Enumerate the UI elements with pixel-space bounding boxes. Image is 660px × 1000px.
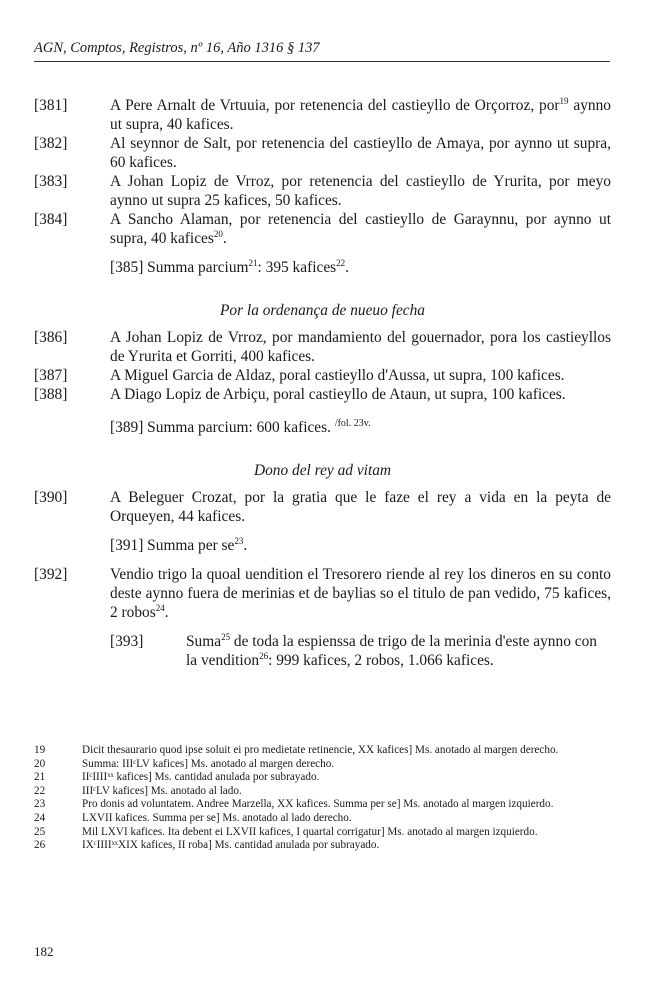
folio-marker: /fol. 23v. [334, 418, 371, 429]
entry-381 [34, 96, 611, 134]
entry-text: A Johan Lopiz de Vrroz, por mandamiento del gouernador, pora los castieyllos de Yrurita et Gorriti, 400 kafices. [110, 329, 611, 365]
entry-386 [34, 328, 611, 366]
footnote-ref: 23 [234, 536, 244, 546]
entry-number: [386] [34, 329, 68, 346]
entry-383 [34, 172, 611, 210]
entry-number: [383] [34, 173, 68, 190]
footnote-ref: 24 [155, 603, 165, 613]
entry-number: [381] [34, 97, 68, 114]
footnote-ref: 20 [213, 228, 223, 239]
entry-382 [34, 134, 611, 172]
entry-384 [34, 210, 611, 248]
entry-387 [34, 366, 611, 385]
sum-389: [389] Summa parcium: 600 kafices. $^{/fol. 23v.}$ [110, 418, 371, 437]
footnote: 19 Dicit thesaurario quod ipse soluit ei pro medietate retinencie, XX kafices] Ms. anotado al margen derecho. [34, 744, 559, 756]
entry-text: A Diago Lopiz de Arbiçu, poral castieyllo de Ataun, ut supra, 100 kafices. [110, 386, 566, 403]
footnote-ref: 19 [559, 95, 569, 106]
entry-text: A Johan Lopiz de Vrroz, por retenencia del castieyllo de Yrurita, por meyo aynno ut supra 25 kafices, 50 kafices. [110, 173, 611, 209]
section-heading: Por la ordenança de nueuo fecha [219, 302, 425, 319]
page-number: 182 [34, 944, 54, 959]
main-text [34, 96, 611, 670]
entry-text: Vendio trigo la quoal uendition el Tresorero riende al rey los dineros en su conto deste aynno fuera de merinias et de baylias so el titulo de pan vedido, 75 kafices, 2 robos$^{24}$. [110, 566, 611, 622]
entry-393 [34, 632, 611, 670]
section-heading: Dono del rey ad vitam [253, 462, 392, 480]
entry-392 [34, 565, 611, 622]
footnote: 20 Summa: IIIᶜLV kafices] Ms. anotado al margen derecho. [34, 757, 335, 770]
footnote: 24 LXVII kafices. Summa per se] Ms. anotado al lado derecho. [34, 811, 352, 824]
entry-number: [382] [34, 135, 68, 152]
entry-text: A Miguel Garcia de Aldaz, poral castieyllo d'Aussa, ut supra, 100 kafices. [110, 367, 565, 384]
entry-number: [384] [34, 211, 68, 228]
entry-text: A Pere Arnalt de Vrtuuia, por retenencia del castieyllo de Orçorroz, por$^{19}$ aynno ut supra, 40 kafices. [110, 95, 611, 133]
footnote: 23 Pro donis ad voluntatem. Andree Marzella, XX kafices. Summa per se] Ms. anotado al margen izquierdo. [34, 798, 554, 811]
running-header: AGN, Comptos, Registros, nº 16, Año 1316 § 137 [34, 40, 610, 62]
footnote: 22 IIIᶜLV kafices] Ms. anotado al lado. [34, 784, 242, 797]
footnote-ref: 22 [336, 257, 346, 268]
footnote: 26 IXᶜIIIIˣˣXIX kafices, II roba] Ms. cantidad anulada por subrayado. [34, 839, 380, 852]
entry-text: Al seynnor de Salt, por retenencia del castieyllo de Amaya, por aynno ut supra, 60 kafices. [110, 135, 611, 171]
sum-385: [385] Summa parcium$^{21}$: 395 kafices$^{22}$. [110, 257, 349, 276]
entry-390 [34, 488, 611, 526]
footnote-ref: 21 [248, 257, 258, 268]
footnotes [34, 744, 611, 853]
entry-number: [392] [34, 566, 68, 584]
entry-number: [387] [34, 367, 68, 384]
footnote: 21 IIᶜIIIIˣˣ kafices] Ms. cantidad anulada por subrayado. [34, 771, 320, 784]
footnote-ref: 26 [259, 651, 269, 661]
entry-number: [390] [34, 489, 68, 507]
footnote-ref: 25 [221, 632, 231, 642]
entry-text: A Beleguer Crozat, por la gratia que le faze el rey a vida en la peyta de Orqueyen, 44 kafices. [110, 489, 611, 526]
entry-text: A Sancho Alaman, por retenencia del castieyllo de Garaynnu, por aynno ut supra, 40 kafices$^{20}$. [110, 211, 611, 247]
entry-text: Suma$^{25}$ de toda la espienssa de trigo de la merinia d'este aynno con la vendition$^{26}$: 999 kafices, 2 robos, 1.066 kafices. [186, 632, 597, 670]
footnote: 25 Mil LXVI kafices. Ita debent ei LXVII kafices, I quartal corrigatur] Ms. anotado al margen izquierdo. [34, 825, 538, 838]
entry-number: [388] [34, 386, 68, 403]
entry-number: [393] [110, 633, 144, 651]
entry-388 [34, 385, 611, 404]
sum-391: [391] Summa per $se^{23}$. [110, 536, 248, 555]
